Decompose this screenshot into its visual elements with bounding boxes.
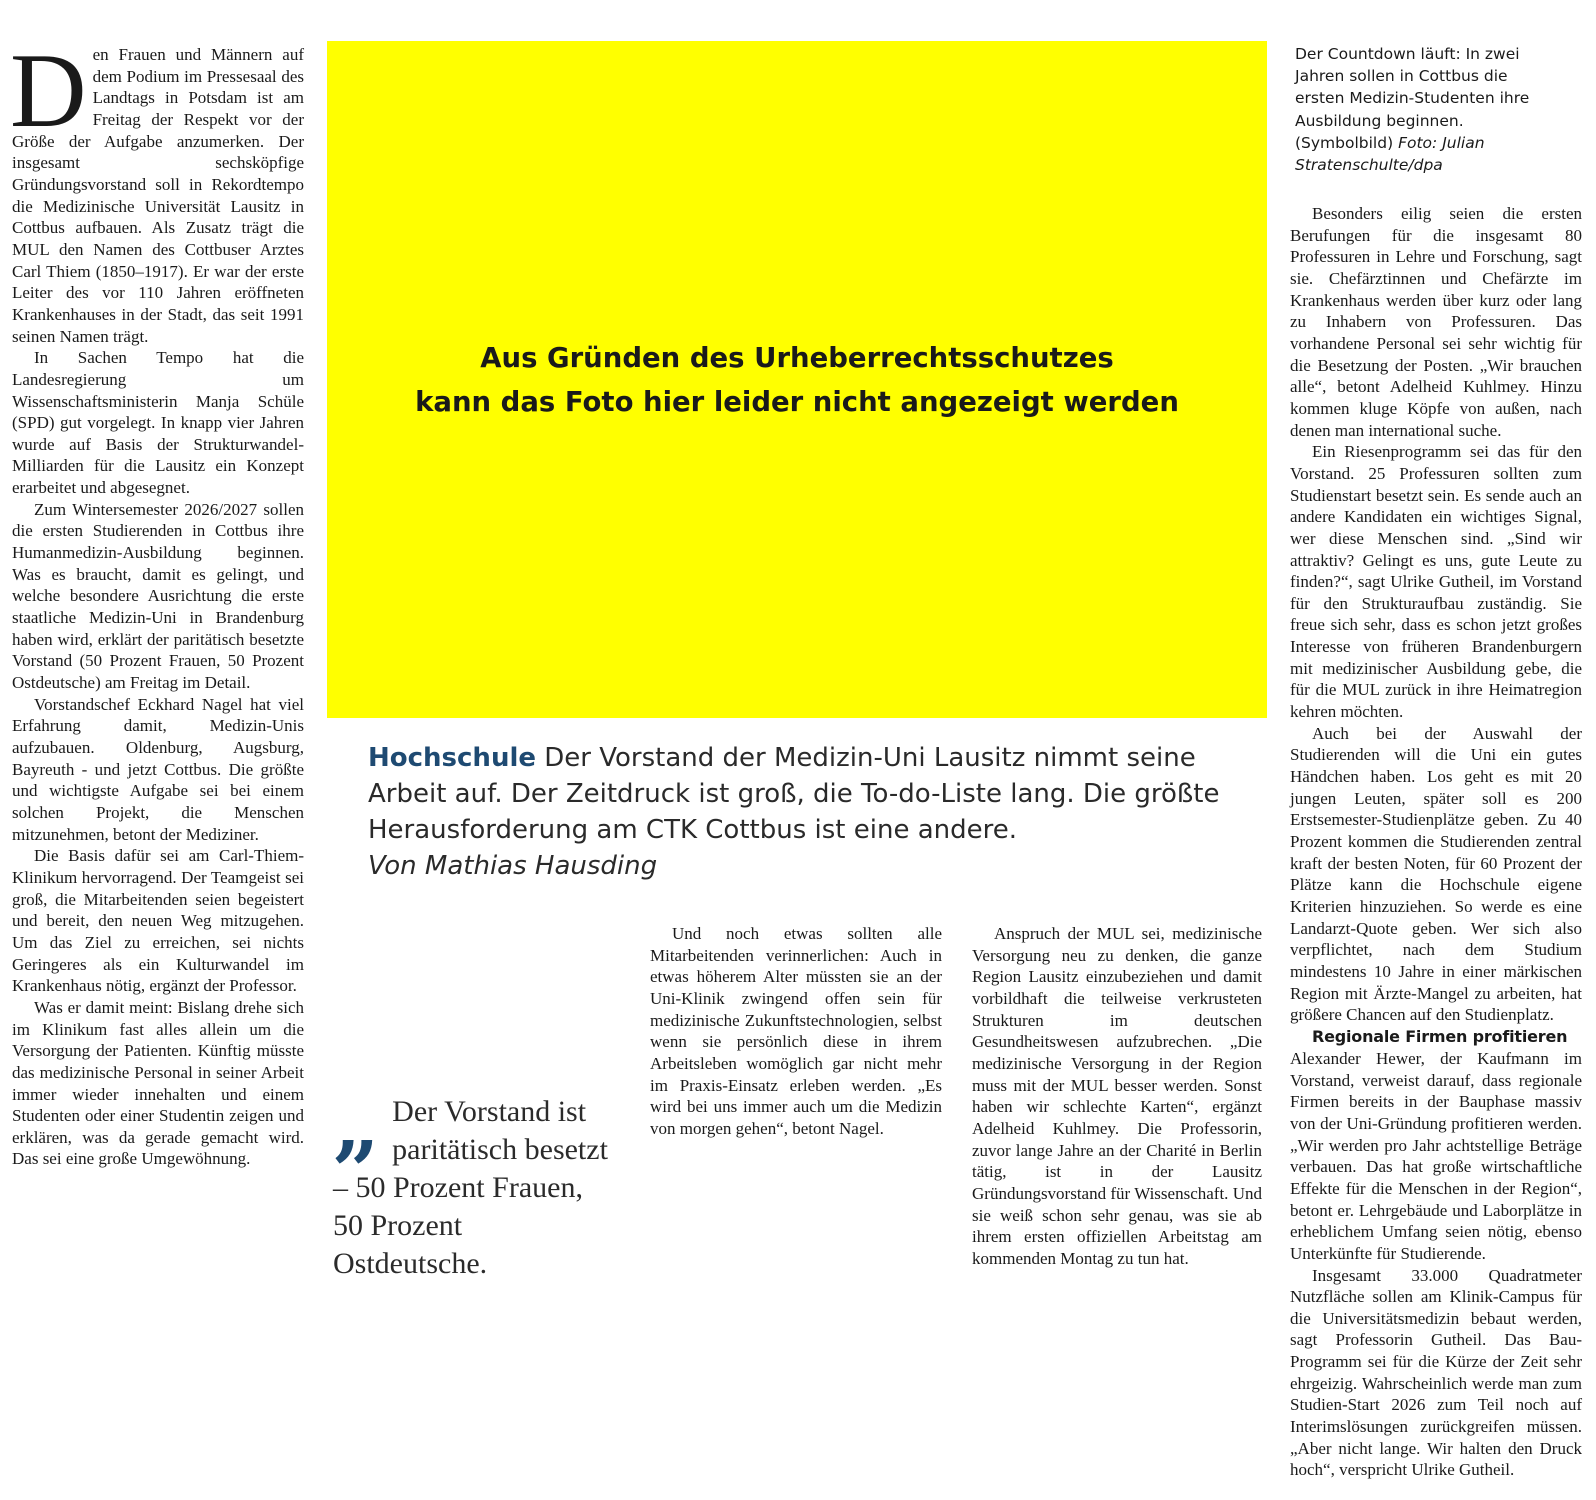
pull-quote-text: Der Vorstand ist paritätisch besetzt – 50 Prozent Frauen, 50 Prozent Ostdeutsche. [333, 1095, 608, 1280]
article-paragraph: Was er damit meint: Bislang drehe sich im Klinikum fast alles allein um die Versorgung der Patienten. Künftig müsste das medizinische Personal in seiner Arbeit immer wieder innehalten und einem Studenten oder einer Studentin zeigen und erklären, was da gerade gemacht wird. Das sei eine große Umgewöhnung. [12, 997, 304, 1169]
article-paragraph: Anspruch der MUL sei, medizinische Versorgung neu zu denken, die ganze Region Lausitz einzubeziehen und damit vorbildhaft die teilweise verkrusteten Strukturen im deutschen Gesundheitswesen aufzubrechen. „Die medizinische Versorgung in der Region muss mit der MUL besser werden. Sonst haben wir schlechte Karten“, ergänzt Adelheid Kuhlmey. Die Professorin, zuvor lange Jahre an der Charité in Berlin tätig, ist in der Lausitz Gründungsvorstand für Wissenschaft. Und sie weiß schon sehr genau, was sie ab ihrem ersten offiziellen Arbeitstag am kommenden Montag zu tun hat. [972, 924, 1262, 1268]
article-paragraph: Auch bei der Auswahl der Studierenden will die Uni ein gutes Händchen haben. Los geht es mit 20 jungen Leuten, später soll es 200 Erstsemester-Studienplätze geben. Zu 40 Prozent kommen die Studierenden zentral kraft der besten Noten, für 60 Prozent der Plätze kann die Hochschule eigene Kriterien hinzuziehen. So werde es eine Landarzt-Quote geben. Wer sich also verpflichtet, nach dem Studium mindestens 10 Jahre in einer märkischen Region mit Ärzte-Mangel zu arbeiten, hat größere Chancen auf den Studienplatz. [1290, 723, 1582, 1025]
author-byline: Von Mathias Hausding [368, 851, 658, 881]
article-column-1 [10, 32, 304, 1170]
lead-text: en Frauen und Männern auf dem Podium im Pressesaal des Landtags in Potsdam ist am Freitag der Respekt vor der Größe der Aufgabe anzumerken. Der insgesamt sechsköpfige Gründungsvorstand soll in Rekordtempo die Medizinische Universität Lausitz in Cottbus aufbauen. Als Zusatz trägt die MUL den Namen des Cottbuser Arztes Carl Thiem (1850–1917). Er war der erste Leiter des vor 110 Jahren eröffneten Krankenhauses in der Stadt, das seit 1991 seinen Namen trägt. [12, 45, 304, 346]
article-paragraph: Vorstandschef Eckhard Nagel hat viel Erfahrung damit, Medizin-Unis aufzubauen. Oldenburg, Augsburg, Bayreuth - und jetzt Cottbus. Die größte und wichtigste Aufgabe sei bei einem solchen Projekt, die Menschen mitzunehmen, betont der Mediziner. [12, 694, 304, 844]
article-column-4 [1290, 203, 1582, 1481]
caption-credit: Julian Stratenschulte/dpa [1295, 133, 1485, 175]
article-column-3 [972, 923, 1262, 1270]
subheading: Regionale Firmen profitieren [1312, 1026, 1568, 1046]
article-paragraph: In Sachen Tempo hat die Landesregierung um Wissenschaftsministerin Manja Schüle (SPD) gut vorgelegt. In knapp vier Jahren wurde auf Basis der Strukturwandel-Milliarden für die Lausitz ein Konzept erarbeitet und abgesegnet. [12, 348, 304, 498]
article-paragraph: Die Basis dafür sei am Carl-Thiem-Klinikum hervorragend. Der Teamgeist sei groß, die Mitarbeitenden seien begeistert und bereit, den neuen Weg mitzugehen. Um das Ziel zu erreichen, sei nichts Geringeres als ein Kulturwandel im Krankenhaus nötig, ergänzt der Professor. [12, 846, 304, 996]
quote-mark-icon: „ [333, 1077, 381, 1173]
photo-caption [1295, 43, 1555, 176]
teaser-text: Der Vorstand der Medizin-Uni Lausitz nimmt seine Arbeit auf. Der Zeitdruck ist groß, die To-do-Liste lang. Die größte Herausforderung am CTK Cottbus ist eine andere. [368, 743, 1220, 845]
copyright-notice-line: kann das Foto hier leider nicht angezeigt werden [415, 385, 1179, 418]
pull-quote [333, 1077, 613, 1283]
article-paragraph: Ein Riesenprogramm sei das für den Vorstand. 25 Professuren sollten zum Studienstart besetzt sein. Es sende auch an andere Kandidaten ein wichtiges Signal, wer diese Menschen sind. „Sind wir attraktiv? Gelingt es uns, gute Leute zu finden?“, sagt Ulrike Gutheil, im Vorstand für den Strukturaufbau zuständig. Sie freue sich sehr, dass es schon jetzt großes Interesse von früheren Brandenburgern mit medizinischer Ausbildung gebe, die für die MUL zurück in ihre Heimatregion kehren möchten. [1290, 442, 1582, 722]
article-column-2 [650, 923, 942, 1140]
article-paragraph: Alexander Hewer, der Kaufmann im Vorstand, verweist darauf, dass regionale Firmen bereits in der Bauphase massiv von der Uni-Gründung profitieren werden. „Wir werden pro Jahr achtstellige Beträge verbauen. Das hat große wirtschaftliche Effekte für die Menschen in der Region“, betont er. Lehrgebäude und Laborplätze in erheblichem Umfang seien nötig, ebenso Unterkünfte für Studierende. [1290, 1048, 1582, 1263]
article-paragraph: Zum Wintersemester 2026/2027 sollen die ersten Studierenden in Cottbus ihre Humanmedizin-Ausbildung beginnen. Was es braucht, damit es gelingt, und welche besondere Ausrichtung die erste staatliche Medizin-Uni in Brandenburg haben wird, erklärt der paritätisch besetzte Vorstand (50 Prozent Frauen, 50 Prozent Ostdeutsche) am Freitag im Detail. [12, 499, 304, 693]
copyright-notice [347, 336, 1247, 424]
caption-text: Der Countdown läuft: In zwei Jahren sollen in Cottbus die ersten Medizin-Studenten ihre Ausbildung beginnen. (Symbolbild) [1295, 45, 1530, 152]
article-teaser [368, 740, 1248, 884]
copyright-notice-line: Aus Gründen des Urheberrechtsschutzes [480, 341, 1114, 374]
caption-credit-label: Foto: [1398, 133, 1438, 152]
article-paragraph-1 [10, 32, 304, 347]
article-paragraph: Besonders eilig seien die ersten Berufungen für die insgesamt 80 Professuren in Lehre und Forschung, sagt sie. Chefärztinnen und Chefärzte im Krankenhaus werden über kurz oder lang zu Inhabern von Professuren. Das vorhandene Personal sei sehr wichtig für die Besetzung der Posten. „Wir brauchen alle“, betont Adelheid Kuhlmey. Hinzu kommen kluge Köpfe von außen, nach denen man international suche. [1290, 204, 1582, 440]
photo-placeholder [327, 41, 1267, 718]
article-paragraph: Und noch etwas sollten alle Mitarbeitenden verinnerlichen: Auch in etwas höherem Alter müssten sie an der Uni-Klinik zwingend offen sein für medizinische Zukunftstechnologien, selbst wenn sie persönlich diese in ihrem Arbeitsleben womöglich gar nicht mehr im Praxis-Einsatz erleben werden. „Es wird bei uns immer auch um die Medizin von morgen gehen“, betont Nagel. [650, 924, 942, 1138]
article-paragraph: Insgesamt 33.000 Quadratmeter Nutzfläche sollen am Klinik-Campus für die Universitätsmedizin bebaut werden, sagt Professorin Gutheil. Das Bau-Programm sei für die Kürze der Zeit sehr ehrgeizig. Wahrscheinlich werde man zum Studien-Start 2026 zum Teil noch auf Interimslösungen zurückgreifen müssen. „Aber nicht lange. Wir halten den Druck hoch“, verspricht Ulrike Gutheil. [1290, 1265, 1582, 1480]
drop-cap: D [10, 32, 87, 149]
kicker: Hochschule [368, 743, 536, 773]
